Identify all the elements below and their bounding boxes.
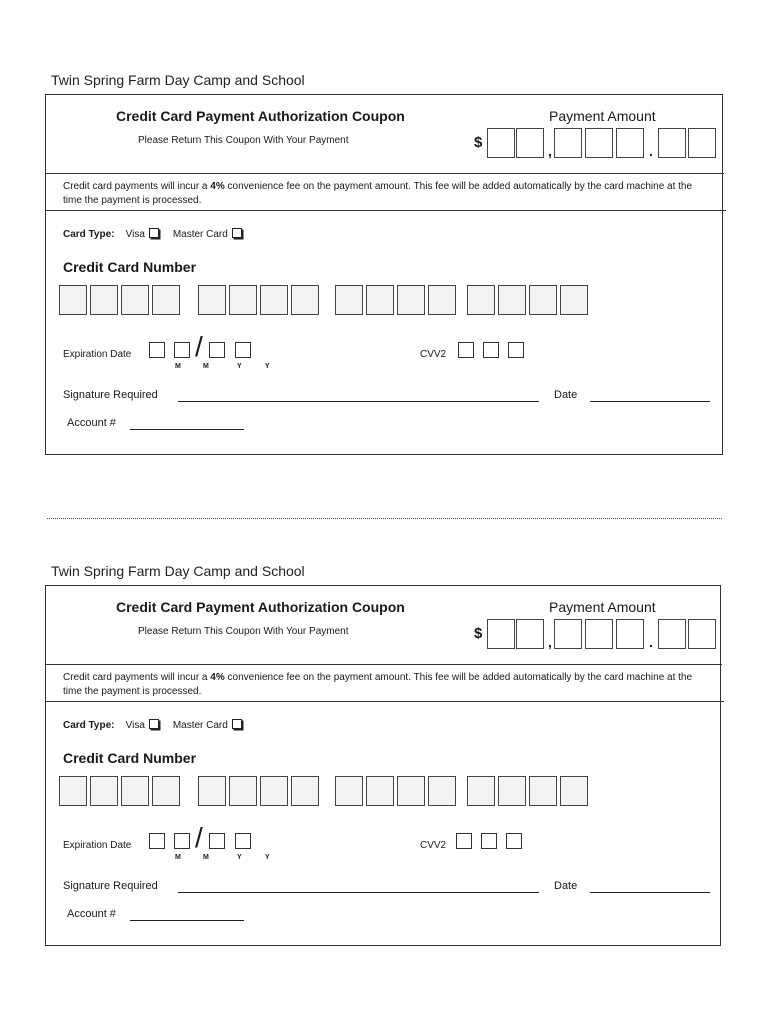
card-digit-box[interactable] (335, 776, 363, 806)
exp-month-box[interactable] (174, 833, 190, 849)
mastercard-checkbox[interactable] (232, 719, 242, 729)
date-label: Date (554, 389, 578, 401)
signature-label: Signature Required (63, 880, 158, 892)
signature-line[interactable] (178, 892, 539, 893)
payment-amount-label: Payment Amount (549, 108, 656, 124)
amount-digit-box[interactable] (554, 619, 582, 649)
exp-placeholder-m: M (175, 363, 181, 370)
exp-placeholder-m: M (203, 854, 209, 861)
amount-digit-box[interactable] (616, 128, 644, 158)
thousands-separator: , (548, 634, 552, 650)
card-digit-box[interactable] (335, 285, 363, 315)
amount-digit-box[interactable] (554, 128, 582, 158)
card-digit-box[interactable] (229, 776, 257, 806)
exp-month-box[interactable] (149, 833, 165, 849)
account-label: Account # (67, 417, 116, 429)
amount-digit-box[interactable] (487, 619, 515, 649)
cvv-digit-box[interactable] (456, 833, 472, 849)
dollar-sign: $ (474, 134, 483, 151)
credit-card-number-label: Credit Card Number (63, 750, 197, 766)
signature-line[interactable] (178, 401, 539, 402)
card-digit-box[interactable] (498, 776, 526, 806)
expiration-date-label: Expiration Date (63, 349, 132, 360)
card-digit-box[interactable] (397, 776, 425, 806)
amount-digit-box[interactable] (516, 619, 544, 649)
amount-digit-box[interactable] (616, 619, 644, 649)
card-digit-box[interactable] (498, 285, 526, 315)
cvv-digit-box[interactable] (483, 342, 499, 358)
card-digit-box[interactable] (291, 285, 319, 315)
fee-notice: Credit card payments will incur a 4% convenience fee on the payment amount. This fee will be added automatically by the card machine at the time the payment is processed. (63, 181, 693, 206)
coupon-frame (45, 585, 721, 946)
amount-cents-box[interactable] (658, 619, 686, 649)
card-digit-box[interactable] (366, 285, 394, 315)
section-divider (46, 701, 724, 702)
exp-placeholder-y: Y (237, 363, 242, 370)
amount-cents-box[interactable] (688, 619, 716, 649)
card-type-row (63, 228, 242, 240)
org-title: Twin Spring Farm Day Camp and School (51, 72, 305, 88)
exp-placeholder-m: M (203, 363, 209, 370)
visa-label: Visa (125, 720, 145, 731)
card-digit-box[interactable] (59, 776, 87, 806)
card-digit-box[interactable] (90, 285, 118, 315)
card-digit-box[interactable] (121, 776, 149, 806)
cvv-digit-box[interactable] (506, 833, 522, 849)
card-digit-box[interactable] (260, 776, 288, 806)
card-digit-box[interactable] (198, 776, 226, 806)
mastercard-label: Master Card (172, 720, 228, 731)
amount-digit-box[interactable] (487, 128, 515, 158)
fee-percent: 4% (210, 672, 225, 683)
exp-year-box[interactable] (235, 833, 251, 849)
cvv-label: CVV2 (420, 840, 447, 851)
date-line[interactable] (590, 401, 710, 402)
card-digit-box[interactable] (467, 285, 495, 315)
card-digit-box[interactable] (229, 285, 257, 315)
card-digit-box[interactable] (529, 285, 557, 315)
card-digit-box[interactable] (560, 285, 588, 315)
exp-slash: / (195, 822, 203, 853)
payment-amount-label: Payment Amount (549, 599, 656, 615)
exp-placeholder-y: Y (237, 854, 242, 861)
section-divider (46, 664, 722, 665)
amount-digit-box[interactable] (585, 619, 613, 649)
account-line[interactable] (130, 429, 244, 430)
fee-notice: Credit card payments will incur a 4% convenience fee on the payment amount. This fee will be added automatically by the card machine at the time the payment is processed. (63, 672, 693, 697)
exp-year-box[interactable] (235, 342, 251, 358)
card-digit-box[interactable] (260, 285, 288, 315)
exp-month-box[interactable] (149, 342, 165, 358)
amount-digit-box[interactable] (516, 128, 544, 158)
card-digit-box[interactable] (428, 285, 456, 315)
card-digit-box[interactable] (560, 776, 588, 806)
coupon-title: Credit Card Payment Authorization Coupon (116, 599, 405, 615)
dollar-sign: $ (474, 625, 483, 642)
org-title: Twin Spring Farm Day Camp and School (51, 563, 305, 579)
cvv-digit-box[interactable] (481, 833, 497, 849)
expiration-date-label: Expiration Date (63, 840, 132, 851)
visa-label: Visa (125, 229, 145, 240)
cvv-digit-box[interactable] (508, 342, 524, 358)
card-digit-box[interactable] (366, 776, 394, 806)
decimal-separator: . (649, 143, 653, 159)
section-divider (46, 210, 726, 211)
coupon-subtitle: Please Return This Coupon With Your Payment (138, 135, 349, 146)
card-digit-box[interactable] (198, 285, 226, 315)
credit-card-number-label: Credit Card Number (63, 259, 197, 275)
account-label: Account # (67, 908, 116, 920)
amount-cents-box[interactable] (688, 128, 716, 158)
card-digit-box[interactable] (59, 285, 87, 315)
card-digit-box[interactable] (291, 776, 319, 806)
cvv-digit-box[interactable] (458, 342, 474, 358)
decimal-separator: . (649, 634, 653, 650)
date-line[interactable] (590, 892, 710, 893)
card-digit-box[interactable] (428, 776, 456, 806)
cut-line (47, 518, 722, 519)
thousands-separator: , (548, 143, 552, 159)
exp-placeholder-y: Y (265, 854, 270, 861)
date-label: Date (554, 880, 578, 892)
card-digit-box[interactable] (467, 776, 495, 806)
fee-percent: 4% (210, 181, 225, 192)
card-digit-box[interactable] (397, 285, 425, 315)
visa-checkbox[interactable] (149, 228, 159, 238)
coupon-title: Credit Card Payment Authorization Coupon (116, 108, 405, 124)
card-digit-box[interactable] (90, 776, 118, 806)
exp-placeholder-y: Y (265, 363, 270, 370)
mastercard-label: Master Card (172, 229, 228, 240)
card-digit-box[interactable] (152, 776, 180, 806)
exp-slash: / (195, 331, 203, 362)
exp-year-box[interactable] (209, 342, 225, 358)
card-digit-box[interactable] (121, 285, 149, 315)
exp-year-box[interactable] (209, 833, 225, 849)
account-line[interactable] (130, 920, 244, 921)
coupon-frame (45, 94, 723, 455)
amount-digit-box[interactable] (585, 128, 613, 158)
card-digit-box[interactable] (152, 285, 180, 315)
coupon-subtitle: Please Return This Coupon With Your Payment (138, 626, 349, 637)
mastercard-checkbox[interactable] (232, 228, 242, 238)
section-divider (46, 173, 724, 174)
card-type-row (63, 719, 242, 731)
card-type-label: Card Type: (63, 720, 115, 731)
exp-placeholder-m: M (175, 854, 181, 861)
cvv-label: CVV2 (420, 349, 447, 360)
visa-checkbox[interactable] (149, 719, 159, 729)
card-type-label: Card Type: (63, 229, 115, 240)
signature-label: Signature Required (63, 389, 158, 401)
card-digit-box[interactable] (529, 776, 557, 806)
exp-month-box[interactable] (174, 342, 190, 358)
amount-cents-box[interactable] (658, 128, 686, 158)
